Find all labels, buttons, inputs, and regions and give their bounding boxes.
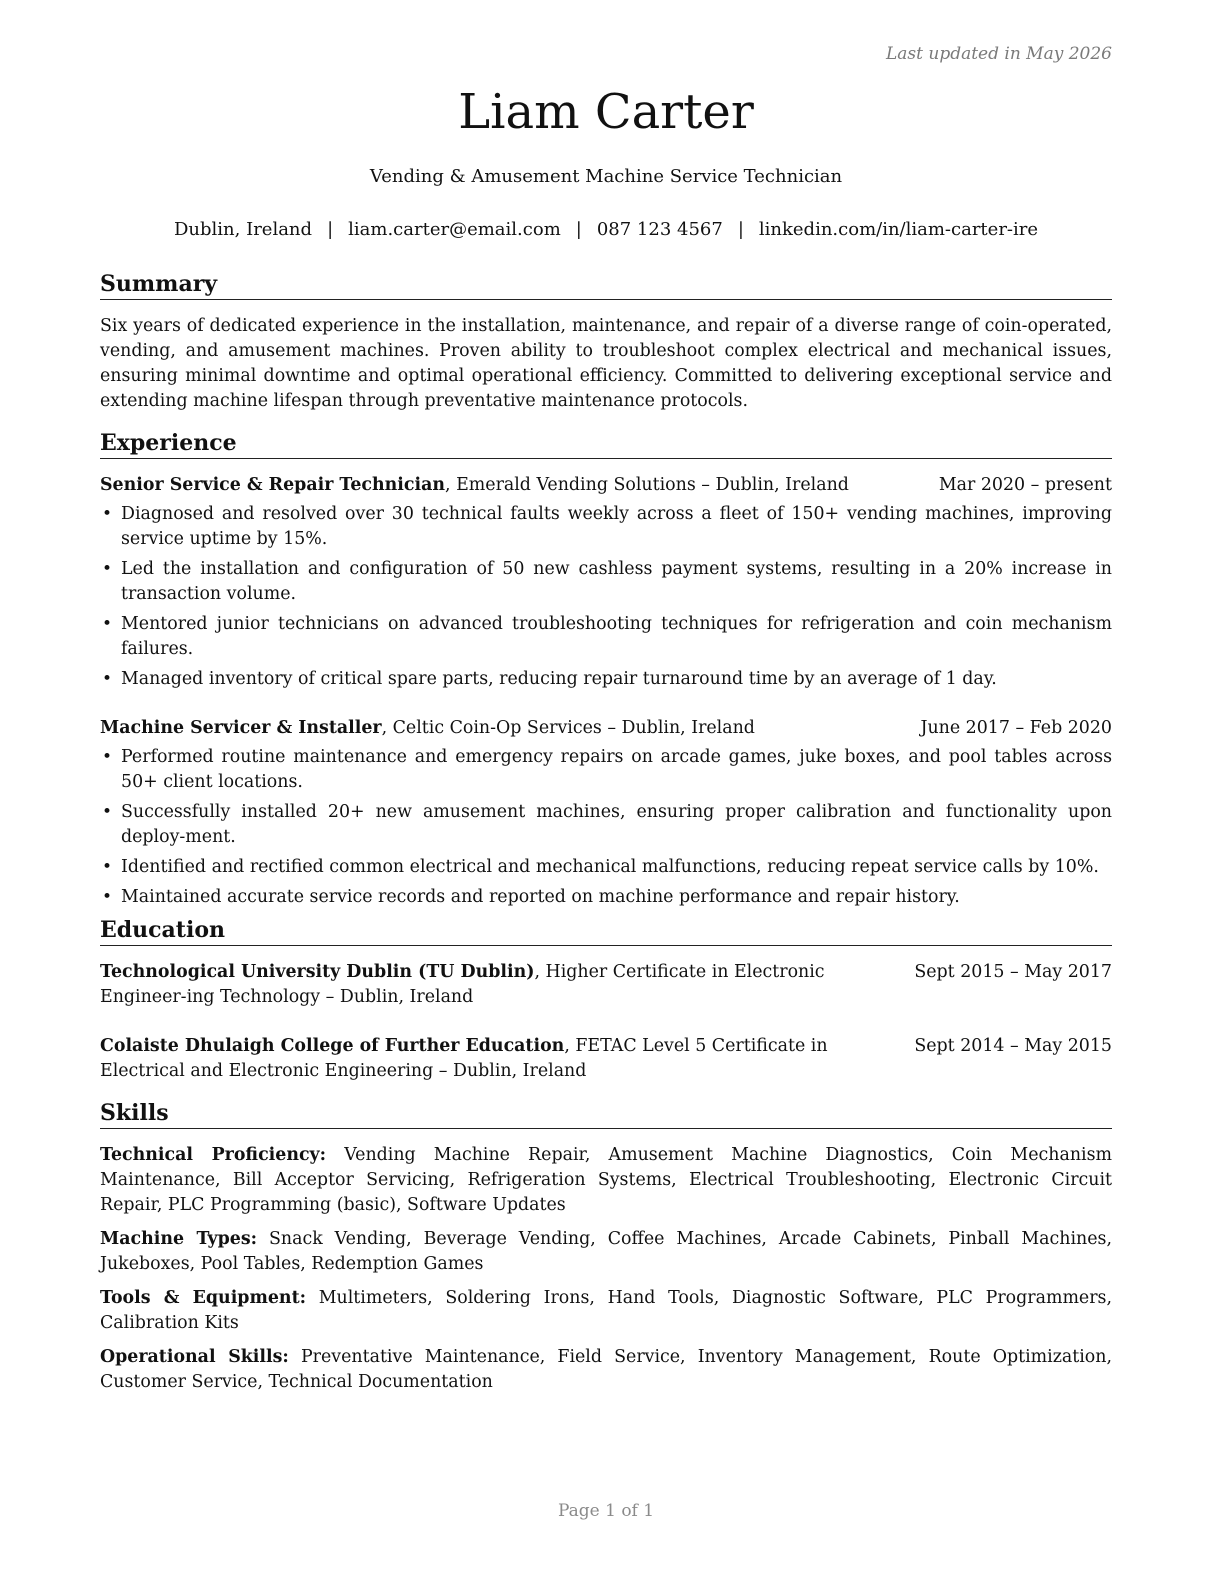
education-section [100, 916, 1112, 1084]
skill-group-label: Machine Types: [100, 1229, 258, 1249]
job-header [100, 473, 1112, 498]
contact-phone: 087 123 4567 [596, 219, 723, 240]
job-dates: Mar 2020 – present [938, 475, 1112, 495]
bullet-item: • Performed routine maintenance and emergency repairs on arcade games, juke boxes, and pool tables across 50+ client locations. [100, 745, 1112, 795]
job-bullets [100, 745, 1112, 910]
education-program: , Higher Certificate in Electronic Engineer-ing Technology – Dublin, Ireland [100, 962, 825, 1007]
skill-group-items: Vending Machine Repair, Amusement Machine Diagnostics, Coin Mechanism Maintenance, Bill Acceptor Servicing, Refrigeration Systems, Electrical Troubleshooting, Electronic Circuit Repair, PLC Programming (basic), Software Updates [100, 1145, 1113, 1215]
skill-group [100, 1286, 1112, 1336]
skill-group [100, 1227, 1112, 1277]
bullet-item: • Successfully installed 20+ new amusement machines, ensuring proper calibration and functionality upon deploy-ment. [100, 800, 1112, 850]
contact-location: Dublin, Ireland [173, 219, 313, 240]
job-company: , Celtic Coin-Op Services – Dublin, Ireland [381, 718, 755, 738]
contact-linkedin[interactable]: linkedin.com/in/liam-carter-ire [758, 219, 1039, 240]
bullet-item: • Maintained accurate service records and reported on machine performance and repair history. [100, 885, 1112, 910]
education-dates: Sept 2015 – May 2017 [914, 962, 1112, 982]
skill-group-label: Tools & Equipment: [100, 1288, 307, 1308]
summary-text: Six years of dedicated experience in the installation, maintenance, and repair of a diverse range of coin-operated, vending, and amusement machines. Proven ability to troubleshoot complex electrical and mechanical issues, ensuring minimal downtime and optimal operational efficiency. Committed to delivering exceptional service and extending machine lifespan through preventative maintenance protocols. [100, 316, 1112, 411]
education-details [100, 1034, 914, 1084]
job-dates: June 2017 – Feb 2020 [920, 718, 1112, 738]
education-dates: Sept 2014 – May 2015 [914, 1036, 1112, 1056]
resume-page [100, 0, 1112, 1584]
skill-group-label: Technical Proficiency: [100, 1145, 327, 1165]
page-number: Page 1 of 1 [557, 1501, 655, 1521]
section-title-experience: Experience [100, 429, 1112, 459]
bullet-item: • Diagnosed and resolved over 30 technical faults weekly across a fleet of 150+ vending machines, improving service uptime by 15%. [100, 502, 1112, 552]
job-bullets [100, 502, 1112, 692]
bullet-item: • Identified and rectified common electrical and mechanical malfunctions, reducing repeat service calls by 10%. [100, 855, 1112, 880]
contact-email[interactable]: liam.carter@email.com [348, 219, 561, 240]
skill-group [100, 1345, 1112, 1395]
education-program: , FETAC Level 5 Certificate in Electrical and Electronic Engineering – Dublin, Ireland [100, 1036, 828, 1081]
job-role: Senior Service & Repair Technician [100, 475, 446, 495]
job-header [100, 716, 1112, 741]
job-role: Machine Servicer & Installer [100, 718, 382, 738]
section-title-education: Education [100, 916, 1112, 946]
candidate-name: Liam Carter [458, 84, 754, 140]
contact-line [100, 219, 1112, 240]
skill-group-items: Snack Vending, Beverage Vending, Coffee Machines, Arcade Cabinets, Pinball Machines, Jukeboxes, Pool Tables, Redemption Games [100, 1229, 1113, 1274]
bullet-item: • Led the installation and configuration of 50 new cashless payment systems, resulting in a 20% increase in transaction volume. [100, 557, 1112, 607]
contact-separator: | [327, 219, 334, 240]
last-updated-note: Last updated in May 2026 [885, 44, 1112, 64]
skill-group-label: Operational Skills: [100, 1347, 289, 1367]
skill-group-items: Multimeters, Soldering Irons, Hand Tools, Diagnostic Software, PLC Programmers, Calibration Kits [100, 1288, 1112, 1333]
job-title-line [100, 716, 920, 741]
contact-separator: | [575, 219, 582, 240]
education-entry [100, 1034, 1112, 1084]
skills-section [100, 1099, 1112, 1404]
section-title-summary: Summary [100, 270, 1112, 300]
bullet-item: • Managed inventory of critical spare parts, reducing repair turnaround time by an average of 1 day. [100, 667, 1112, 692]
skill-group-items: Preventative Maintenance, Field Service, Inventory Management, Route Optimization, Customer Service, Technical Documentation [100, 1347, 1112, 1392]
education-entry [100, 960, 1112, 1010]
education-institution: Technological University Dublin (TU Dublin) [100, 962, 535, 982]
experience-section [100, 429, 1112, 915]
section-title-skills: Skills [100, 1099, 1112, 1129]
education-details [100, 960, 914, 1010]
contact-separator: | [737, 219, 744, 240]
job-title-line [100, 473, 939, 498]
skill-group [100, 1143, 1112, 1218]
education-institution: Colaiste Dhulaigh College of Further Education [100, 1036, 565, 1056]
candidate-headline: Vending & Amusement Machine Service Technician [369, 166, 843, 187]
summary-section [100, 270, 1112, 414]
job-company: , Emerald Vending Solutions – Dublin, Ireland [445, 475, 849, 495]
bullet-item: • Mentored junior technicians on advanced troubleshooting techniques for refrigeration and coin mechanism failures. [100, 612, 1112, 662]
